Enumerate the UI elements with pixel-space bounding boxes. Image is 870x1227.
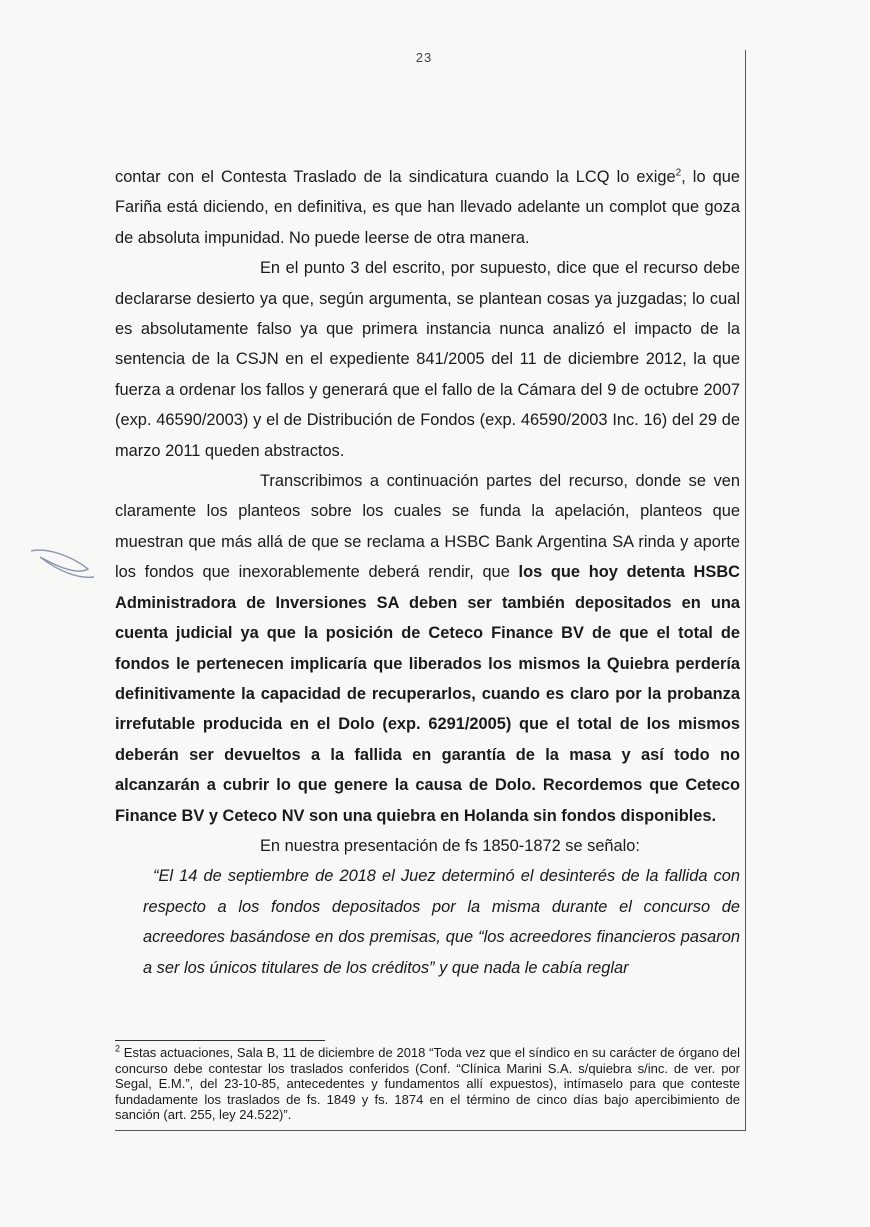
footnote-reference: 2	[675, 167, 682, 179]
paragraph-4: En nuestra presentación de fs 1850-1872 se señalo:	[260, 836, 640, 855]
paragraph-3-bold-text: los que hoy detenta HSBC Administradora de Inversiones SA deben ser también depositados en una cuenta judicial ya que la posición de Ceteco Finance BV de que el total de fondos le pertenecen implicaría que liberados los mismos la Quiebra perdería definitivamente la capacidad de recuperarlos, cuando es claro por la probanza irrefutable producida en el Dolo (exp. 6291/2005) que el total de los mismos deberán ser devueltos a la fallida en garantía de la masa y así todo no alcanzarán a cubrir lo que genere la causa de Dolo. Recordemos que Ceteco Finance BV y Ceteco NV son una quiebra en Holanda sin fondos disponibles.	[115, 563, 740, 825]
pen-mark-icon	[28, 545, 98, 585]
paragraph-1	[115, 162, 740, 253]
page-number: 23	[415, 50, 433, 65]
right-margin-line	[745, 50, 746, 1130]
document-body	[115, 162, 740, 983]
paragraph-2: En el punto 3 del escrito, por supuesto, dice que el recurso debe declararse desierto ya que, según argumenta, se plantean cosas ya juzgadas; lo cual es absolutamente falso ya que primera instancia nunca analizó el impacto de la sentencia de la CSJN en el expediente 841/2005 del 11 de diciembre 2012, la que fuerza a ordenar los fallos y generará que el fallo de la Cámara del 9 de octubre 2007 (exp. 46590/2003) y el de Distribución de Fondos (exp. 46590/2003 Inc. 16) del 29 de marzo 2011 queden abstractos.	[115, 259, 740, 460]
paragraph-3	[115, 466, 740, 831]
footnote-marker: 2	[115, 1043, 121, 1054]
bottom-margin-line	[115, 1130, 746, 1131]
footnote-text: Estas actuaciones, Sala B, 11 de diciembre de 2018 “Toda vez que el síndico en su carácter de órgano del concurso debe contestar los traslados conferidos (Conf. “Clínica Marini S.A. s/quiebra s/inc. de ver. por Segal, E.M.”, del 23-10-85, antecedentes y fundamentos allí expuestos), intímaselo para que conteste fundadamente los traslados de fs. 1849 y fs. 1874 en el término de cinco días bajo apercibimiento de sanción (art. 255, ley 24.522)”.	[115, 1045, 740, 1122]
footnote-separator	[115, 1040, 325, 1041]
quoted-passage: “El 14 de septiembre de 2018 el Juez determinó el desinterés de la fallida con respecto a los fondos depositados por la misma durante el concurso de acreedores basándose en dos premisas, que “los acreedores financieros pasaron a ser los únicos titulares de los créditos” y que nada le cabía reglar	[143, 867, 740, 977]
paragraph-1-text-b: , lo que Fariña está diciendo, en definitiva, es que han llevado adelante un complot que goza de absoluta impunidad. No puede leerse de otra manera.	[115, 168, 740, 247]
paragraph-3-text: Transcribimos a continuación partes del recurso, donde se ven claramente los planteos sobre los cuales se funda la apelación, planteos que muestran que más allá de que se reclama a HSBC Bank Argentina SA rinda y aporte los fondos que inexorablemente deberá rendir, que	[115, 472, 740, 582]
paragraph-1-text-a: contar con el Contesta Traslado de la sindicatura cuando la LCQ lo exige	[115, 168, 676, 186]
footnote	[115, 1045, 740, 1123]
